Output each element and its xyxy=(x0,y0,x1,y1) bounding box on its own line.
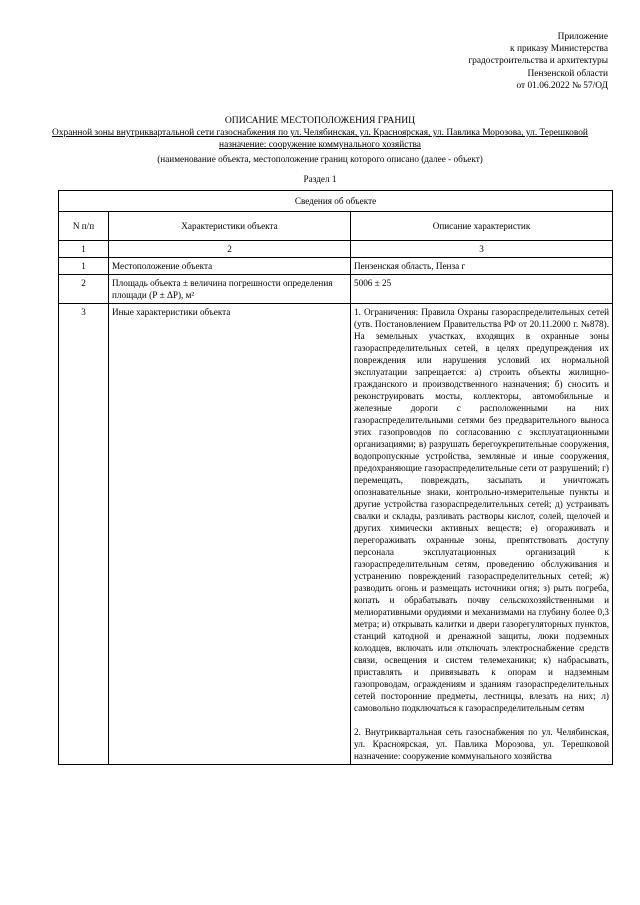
table-caption-row xyxy=(59,191,613,212)
appendix-line: Приложение xyxy=(557,32,608,42)
header-description: Описание характеристик xyxy=(351,212,613,241)
restrictions-paragraph: 1. Ограничения: Правила Охраны газораспределительных сетей (утв. Постановлением Правительства РФ от 20.11.2000 г. №878). На земельных участках, входящих в охранные зоны газораспределительных сетей, в целях предупреждения их повреждения или нарушения условий их нормальной эксплуатации запрещается: а) строить объекты жилищно-гражданского и производственного назначения; б) сносить и реконструировать мосты, коллекторы, автомобильные и железные дороги с расположенными на них газораспределительными сетями без предварительного выноса этих газопроводов по согласованию с эксплуатационными организациями; в) разрушать берегоукрепительные сооружения, водопропускные устройства, земляные и иные сооружения, предохраняющие газораспределительные сети от разрушений; г) перемещать, повреждать, засыпать и уничтожать опознавательные знаки, контрольно-измерительные пункты и другие устройства газораспределительных сетей; д) устраивать свалки и склады, разливать растворы кислот, солей, щелочей и других химически активных веществ; е) огораживать и перегораживать охранные зоны, препятствовать доступу персонала эксплуатационных организаций к газораспределительным сетям, проведению обслуживания и устранению повреждений газораспределительных сетей; ж) разводить огонь и размещать источники огня; з) рыть погреба, копать и обрабатывать почву сельскохозяйственными и мелиоративными орудиями и механизмами на глубину более 0,3 метра; и) открывать калитки и двери газорегуляторных пунктов, станций катодной и дренажной защиты, люки подземных колодцев, включать или отключать электроснабжение средств связи, освещения и систем телемеханики; к) набрасывать, приставлять и привязывать к опорам и надземным газопроводам, ограждениям и зданиям газораспределительных сетей посторонние предметы, лестницы, влезать на них; л) самовольно подключаться к газораспределительным сетям xyxy=(354,307,609,713)
row-characteristic: Иные характеристики объекта xyxy=(109,304,351,765)
row-characteristic: Местоположение объекта xyxy=(109,258,351,275)
column-number: 3 xyxy=(351,241,613,258)
column-number-row xyxy=(59,241,613,258)
header-characteristic: Характеристики объекта xyxy=(109,212,351,241)
object-info-table xyxy=(58,190,613,765)
row-value xyxy=(351,304,613,765)
row-value: Пензенская область, Пенза г xyxy=(351,258,613,275)
row-characteristic: Площадь объекта ± величина погрешности определения площади (Р ± ΔР), м² xyxy=(109,275,351,304)
row-number: 1 xyxy=(59,258,109,275)
column-number: 2 xyxy=(109,241,351,258)
appendix-line: к приказу Министерства xyxy=(510,44,608,55)
table-row xyxy=(59,275,613,304)
document-title: ОПИСАНИЕ МЕСТОПОЛОЖЕНИЯ ГРАНИЦ xyxy=(224,115,416,126)
table-header-row xyxy=(59,212,613,241)
row-number: 3 xyxy=(59,304,109,765)
object-description-paragraph: 2. Внутриквартальная сеть газоснабжения по ул. Челябинская, ул. Красноярская, ул. Павлика Морозова, ул. Терешковой назначение: сооружение коммунального хозяйства xyxy=(354,727,609,761)
appendix-line: градостроительства и архитектуры xyxy=(468,56,608,67)
object-subject: Охранной зоны внутриквартальной сети газоснабжения по ул. Челябинская, ул. Красноярская, ул. Павлика Морозова, ул. Терешковой назначение: сооружение коммунального хозяйства xyxy=(52,128,588,150)
table-row xyxy=(59,304,613,765)
subject-caption: (наименование объекта, местоположение границ которого описано (далее - объект) xyxy=(157,154,483,164)
appendix-line: от 01.06.2022 № 57/ОД xyxy=(516,80,608,91)
header-number: N п/п xyxy=(59,212,109,241)
row-value: 5006 ± 25 xyxy=(351,275,613,304)
table-caption: Сведения об объекте xyxy=(59,191,613,212)
section-label: Раздел 1 xyxy=(303,174,337,184)
row-number: 2 xyxy=(59,275,109,304)
table-row xyxy=(59,258,613,275)
appendix-block xyxy=(468,31,608,92)
appendix-line: Пензенской области xyxy=(527,68,608,79)
column-number: 1 xyxy=(59,241,109,258)
